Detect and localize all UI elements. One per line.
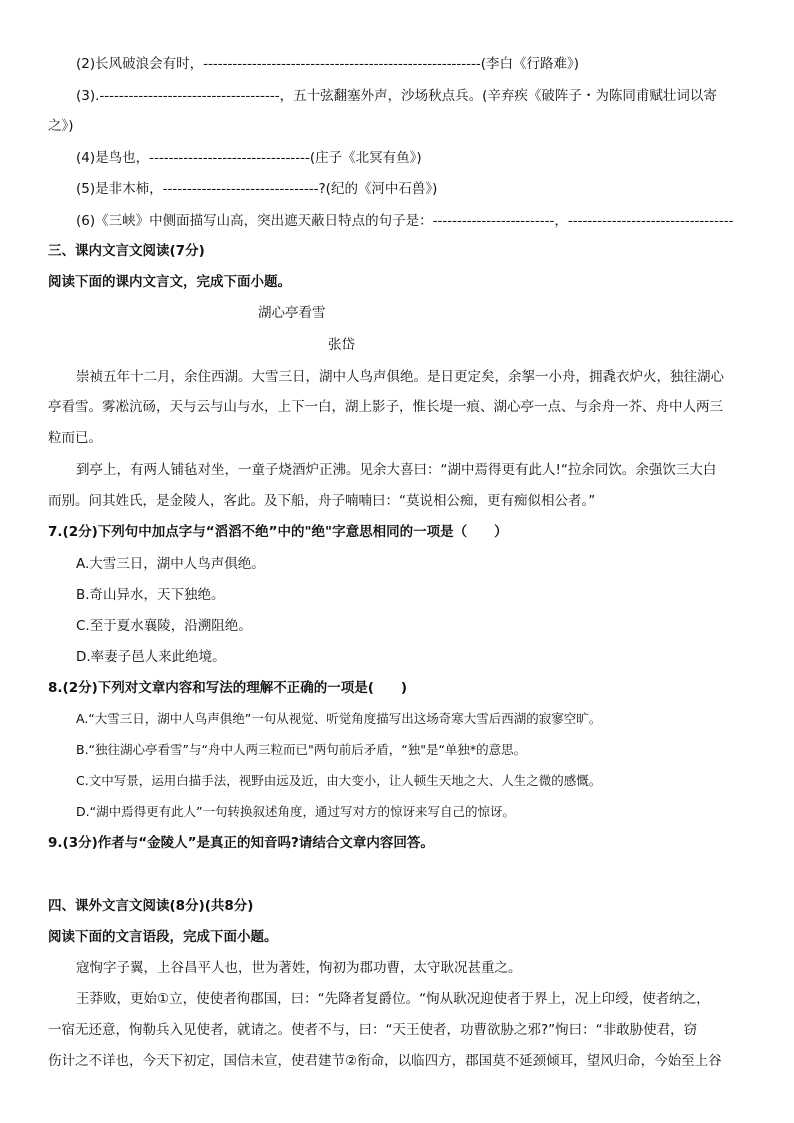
extra-passage-paragraph-2: 王莽败，更始①立，使使者徇郡国，曰：“先降者复爵位。“恂从耿况迎使者于界上，况上印绶，使者纳之， [76, 991, 710, 1007]
passage-paragraph-1: 崇祯五年十二月，余住西湖。大雪三日，湖中人鸟声俱绝。是日更定矣，余挐一小舟，拥毳衣炉火，独往湖心 [76, 369, 724, 385]
question-8-stem: 8.(2分)下列对文章内容和写法的理解不正确的一项是( ) [48, 680, 408, 696]
passage-paragraph-1-cont: 亭看雪。雾凇沆砀，天与云与山与水，上下一白，湖上影子，惟长堤一痕、湖心亭一点、与余舟一芥、舟中人两三 [48, 399, 723, 415]
question-7-option-b: B.奇山异水，天下独绝。 [76, 587, 225, 603]
question-8-option-d: D.“湖中焉得更有此人”一句转换叙述角度，通过写对方的惊讶来写自己的惊讶。 [76, 804, 516, 819]
question-3-line: (3).-------------------------------------，五十弦翻塞外声，沙场秋点兵。(辛弃疾《破阵子・为陈同甫赋壮词以寄 [76, 88, 717, 104]
passage-title: 湖心亭看雪 [258, 305, 326, 321]
question-6-line: (6)《三峡》中侧面描写山高，突出遮天蔽日特点的句子是：-------------------------，---------------------------------- [76, 213, 734, 229]
question-7-option-d: D.率妻子邑人来此绝境。 [76, 649, 226, 665]
question-5-line: (5)是非木柿，--------------------------------?(纪的《河中石兽》) [76, 181, 438, 197]
section-3-instruction: 阅读下面的课内文言文，完成下面小题。 [48, 274, 291, 290]
passage-paragraph-1-end: 粒而已。 [48, 430, 102, 446]
question-7-option-a: A.大雪三日，湖中人鸟声俱绝。 [76, 556, 265, 572]
extra-passage-paragraph-2-cont: 一宿无还意，恂勒兵入见使者，就请之。使者不与，曰：“天王使者，功曹欲胁之邪?”恂曰：“非敢胁使君，窃 [48, 1022, 698, 1038]
question-2-line: (2)长风破浪会有时，---------------------------------------------------------(李白《行路难》) [76, 56, 580, 72]
question-8-option-b: B.“独往湖心亭看雪”与“舟中人两三粒而已"两句前后矛盾，“独"是“单独*的意思。 [76, 742, 527, 757]
question-4-line: (4)是鸟也，---------------------------------(庄子《北冥有鱼》) [76, 150, 422, 166]
extra-passage-paragraph-2-cont2: 伤计之不详也，今天下初定，国信未宣，使君建节②衔命，以临四方，郡国莫不延颈倾耳，望风归命，今始至上谷 [48, 1053, 722, 1069]
question-8-option-a: A.“大雪三日，湖中人鸟声俱绝”一句从视觉、听觉角度描写出这场奇寒大雪后西湖的寂寥空旷。 [76, 711, 602, 726]
passage-paragraph-2-end: 而别。问其姓氏，是金陵人，客此。及下船，舟子喃喃曰：“莫说相公痴，更有痴似相公者。” [48, 493, 596, 509]
question-7-stem: 7.(2分)下列句中加点字与“滔滔不绝”中的"绝"字意思相同的一项是（ ） [48, 524, 508, 540]
section-3-heading: 三、课内文言文阅读(7分) [48, 243, 205, 259]
question-8-option-c: C.文中写景，运用白描手法，视野由远及近，由大变小，让人顿生天地之大、人生之微的感慨。 [76, 773, 602, 788]
passage-paragraph-2: 到亭上，有两人铺毡对坐，一童子烧酒炉正沸。见余大喜曰：“湖中焉得更有此人!“拉余同饮。余强饮三大白 [76, 462, 717, 478]
question-9-stem: 9.(3分)作者与“金陵人”是真正的知音吗?请结合文章内容回答。 [48, 835, 434, 851]
extra-passage-paragraph-1: 寇恂字子翼，上谷昌平人也，世为著姓，恂初为郡功曹，太守耿况甚重之。 [76, 960, 522, 976]
section-4-instruction: 阅读下面的文言语段，完成下面小题。 [48, 929, 278, 945]
passage-author: 张岱 [328, 337, 355, 353]
question-7-option-c: C.至于夏水襄陵，沿溯阻绝。 [76, 618, 252, 634]
section-4-heading: 四、课外文言文阅读(8分)(共8分) [48, 898, 254, 914]
question-3-line-cont: 之》) [48, 118, 74, 134]
